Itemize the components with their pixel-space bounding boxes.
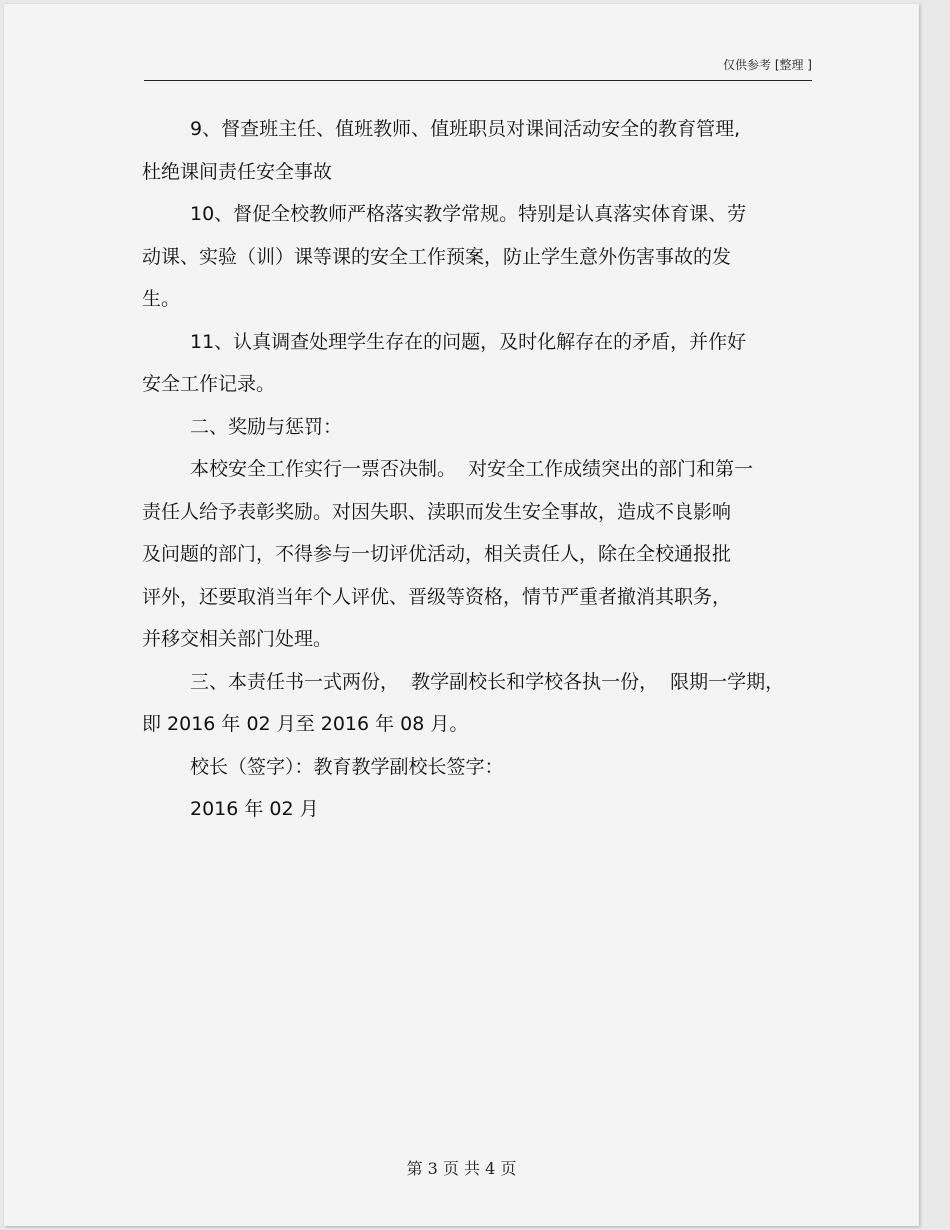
paragraph <box>142 448 822 661</box>
paragraph <box>142 661 822 746</box>
document-body <box>142 108 822 831</box>
paragraph-line: 9、督查班主任、值班教师、值班职员对课间活动安全的教育管理, <box>190 118 741 140</box>
date-text: 2016 年 02 月 <box>190 798 319 820</box>
paragraph <box>142 321 822 406</box>
paragraph-line: 生。 <box>142 288 181 310</box>
paragraph <box>142 108 822 193</box>
page-number-footer: 第 3 页 共 4 页 <box>406 1159 517 1178</box>
paragraph-line: 即 2016 年 02 月至 2016 年 08 月。 <box>142 713 469 735</box>
date-line <box>142 788 822 831</box>
section-heading <box>142 406 822 449</box>
paragraph-line: 评外，还要取消当年个人评优、晋级等资格，情节严重者撤消其职务， <box>142 585 732 608</box>
signature-text: 校长（签字）：教育教学副校长签字： <box>190 755 504 778</box>
paragraph-line: 本校安全工作实行一票否决制。 对安全工作成绩突出的部门和第一 <box>190 458 754 480</box>
paragraph-line: 责任人给予表彰奖励。对因失职、渎职而发生安全事故，造成不良影响 <box>142 500 732 523</box>
paragraph-line: 及问题的部门，不得参与一切评优活动，相关责任人，除在全校通报批 <box>142 543 732 565</box>
page-header: 仅供参考 [整理 ] <box>144 56 812 81</box>
signature-line <box>142 746 822 789</box>
paragraph-line: 三、本责任书一式两份， 教学副校长和学校各执一份， 限期一学期， <box>190 670 785 693</box>
document-page <box>4 4 919 1226</box>
paragraph-line: 并移交相关部门处理。 <box>142 628 333 650</box>
paragraph-line: 杜绝课间责任安全事故 <box>142 160 333 183</box>
paragraph-line: 10、督促全校教师严格落实教学常规。特别是认真落实体育课、劳 <box>190 203 747 225</box>
paragraph-line: 安全工作记录。 <box>142 373 276 395</box>
section-heading-text: 二、奖励与惩罚： <box>190 415 343 438</box>
paragraph-line: 11、认真调查处理学生存在的问题，及时化解存在的矛盾，并作好 <box>190 330 747 353</box>
paragraph-line: 动课、实验（训）课等课的安全工作预案，防止学生意外伤害事故的发 <box>142 245 732 268</box>
paragraph <box>142 193 822 321</box>
